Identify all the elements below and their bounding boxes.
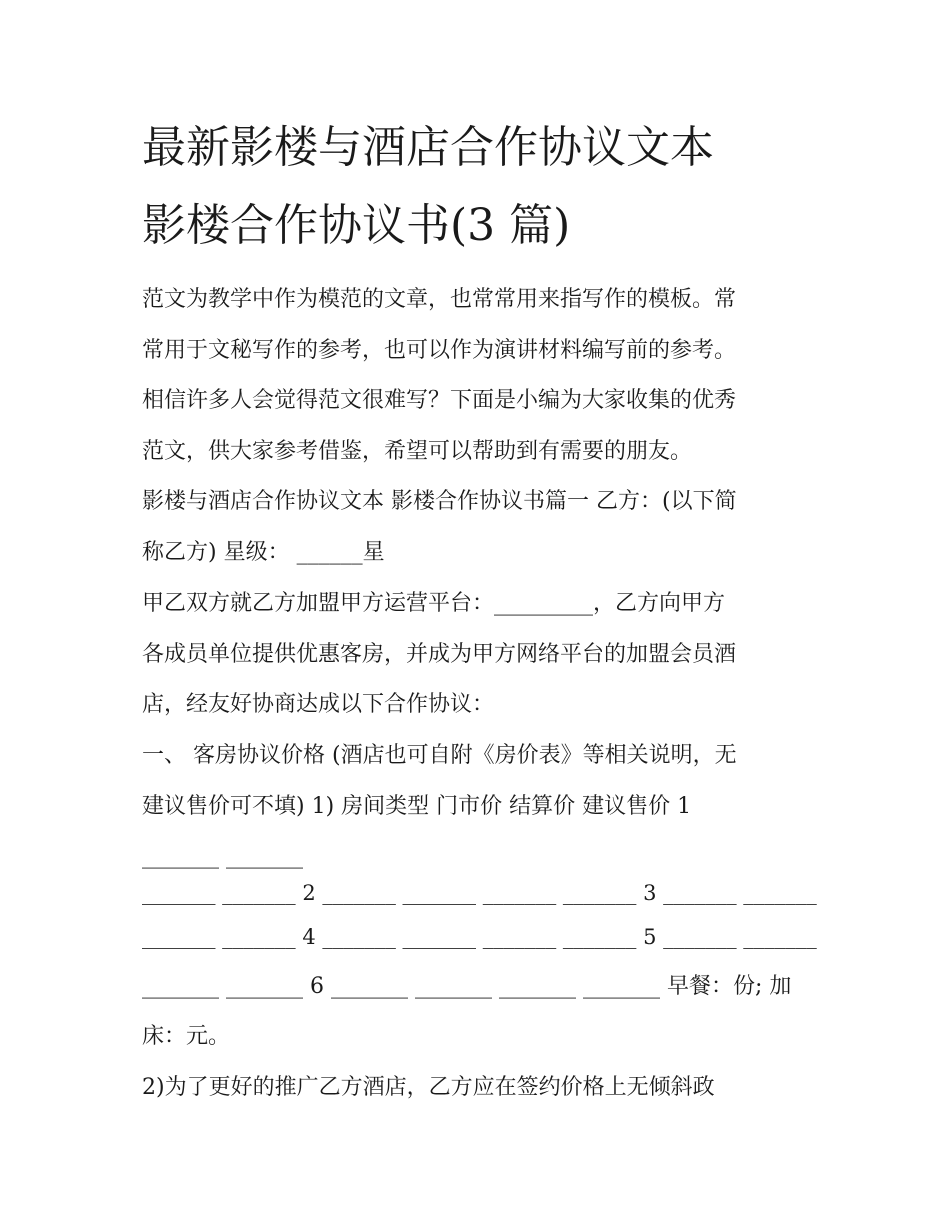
body-line: 范文，供大家参考借鉴，希望可以帮助到有需要的朋友。 [142, 439, 693, 464]
title-line-2: 影楼合作协议书(3 篇) [142, 200, 571, 251]
body-line: _______ _______ 4 _______ _______ _______ _______ 5 _______ _______ [142, 925, 817, 949]
body-line: 常用于文秘写作的参考，也可以作为演讲材料编写前的参考。 [142, 338, 737, 363]
body-line: _______ _______ [142, 844, 303, 869]
body-line: 一、 客房协议价格 (酒店也可自附《房价表》等相关说明，无 [142, 743, 737, 768]
body-line: 床：元。 [142, 1024, 231, 1049]
body-line: _______ _______ 6 _______ _______ _______ _______ 早餐：份; 加 [142, 974, 792, 999]
body-line: 建议售价可不填) 1) 房间类型 门市价 结算价 建议售价 1 [142, 794, 692, 819]
body-line: 称乙方) 星级： ______星 [142, 540, 385, 565]
body-line: 影楼与酒店合作协议文本 影楼合作协议书篇一 乙方：(以下简 [142, 489, 737, 514]
body-line: 店，经友好协商达成以下合作协议： [142, 692, 495, 717]
body-line: 2)为了更好的推广乙方酒店，乙方应在签约价格上无倾斜政 [142, 1075, 715, 1100]
body-line: 范文为教学中作为模范的文章，也常常用来指写作的模板。常 [142, 287, 737, 312]
body-line: 各成员单位提供优惠客房，并成为甲方网络平台的加盟会员酒 [142, 642, 737, 667]
body-line: 相信许多人会觉得范文很难写？下面是小编为大家收集的优秀 [142, 388, 737, 413]
body-line: _______ _______ 2 _______ _______ _______ _______ 3 _______ _______ [142, 881, 817, 905]
body-line: 甲乙双方就乙方加盟甲方运营平台：_________，乙方向甲方 [142, 591, 726, 616]
title-line-1: 最新影楼与酒店合作协议文本 [142, 122, 714, 173]
